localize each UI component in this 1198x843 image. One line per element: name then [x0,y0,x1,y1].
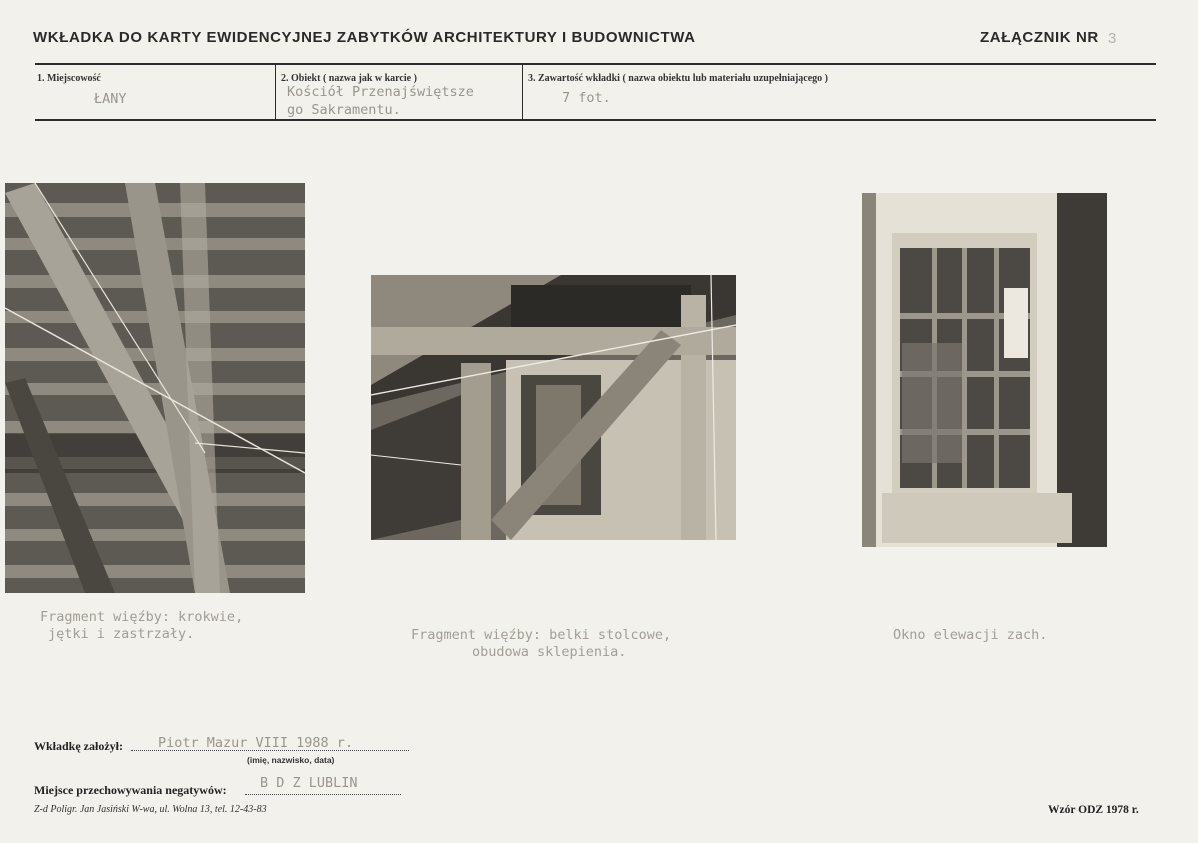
printer-imprint: Z-d Poligr. Jan Jasiński W-wa, ul. Wolna 13, tel. 12-43-83 [34,804,267,815]
negatives-value: B D Z LUBLIN [260,775,358,791]
created-by-hint: (imię, nazwisko, data) [247,755,335,765]
document-title: WKŁADKA DO KARTY EWIDENCYJNEJ ZABYTKÓW ARCHITEKTURY I BUDOWNICTWA [33,29,696,46]
table-bottom-line [35,119,1156,121]
photo-roof-truss-posts [371,275,736,540]
form-model: Wzór ODZ 1978 r. [1048,804,1139,816]
photo-roof-truss-rafters [5,183,305,593]
object-label: 2. Obiekt ( nazwa jak w karcie ) [281,73,417,84]
photo-3-caption: Okno elewacji zach. [893,627,1048,643]
contents-value: 7 fot. [562,90,611,106]
photo-west-window [862,193,1107,547]
locality-label: 1. Miejscowość [37,73,101,84]
photo-1-caption-line1: Fragment więźby: krokwie, [40,609,244,625]
locality-value: ŁANY [94,91,127,107]
created-by-label: Wkładkę założył: [34,739,123,753]
annex-number: 3 [1108,30,1117,47]
column-divider-1 [275,64,276,120]
column-divider-2 [522,64,523,120]
table-top-line [35,63,1156,65]
negatives-dotted-line [245,794,401,795]
object-value-line1: Kościół Przenajświętsze [287,84,474,100]
negatives-label: Miejsce przechowywania negatywów: [34,783,227,797]
created-by-value: Piotr Mazur VIII 1988 r. [158,735,354,751]
annex-label: ZAŁĄCZNIK NR [980,29,1099,46]
photo-2-caption-line2: obudowa sklepienia. [472,644,627,660]
photo-1-caption-line2: jętki i zastrzały. [48,626,195,642]
object-value-line2: go Sakramentu. [287,102,401,118]
photo-2-caption-line1: Fragment więźby: belki stolcowe, [411,627,672,643]
contents-label: 3. Zawartość wkładki ( nazwa obiektu lub materiału uzupełniającego ) [528,73,829,84]
